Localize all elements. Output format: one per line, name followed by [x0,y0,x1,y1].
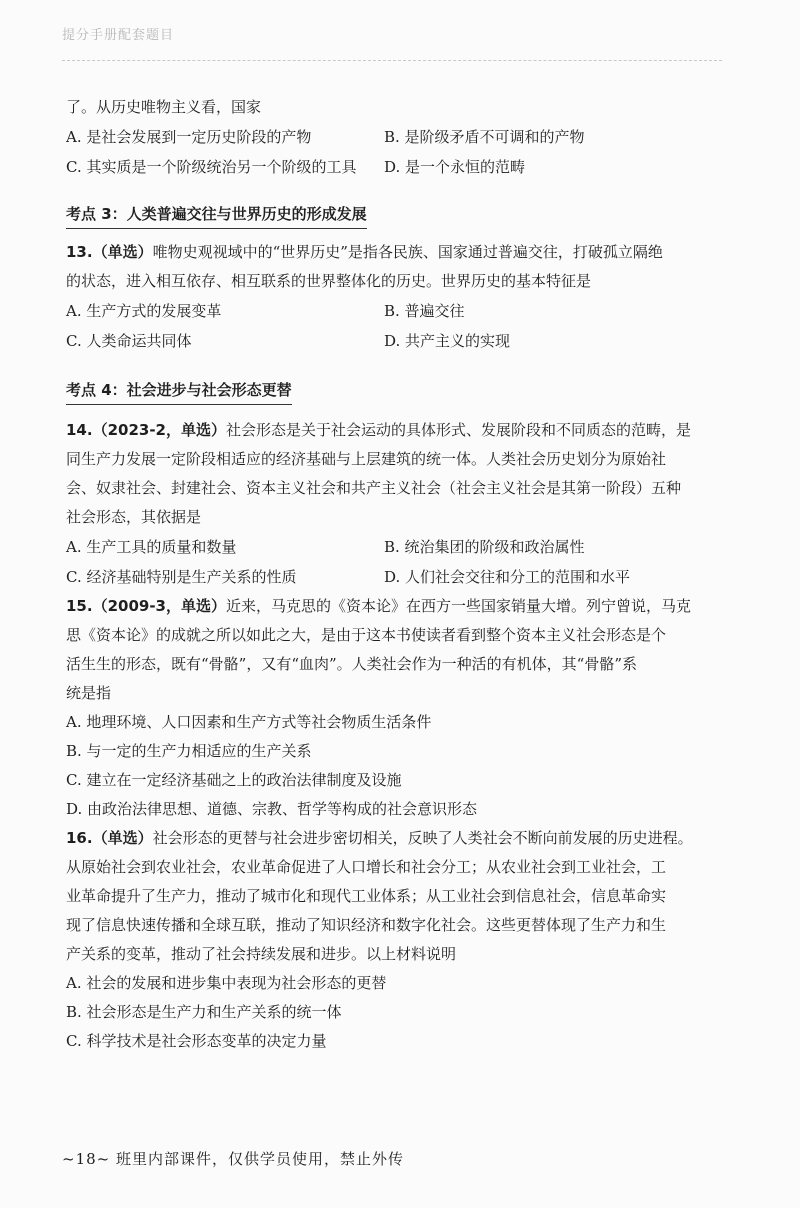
option-c: C. 其实质是一个阶级统治另一个阶级的工具 [66,158,357,176]
page-content [66,92,726,1056]
question-text: 统是指 [66,684,112,702]
option-d: D. 是一个永恒的范畴 [384,158,526,176]
option-c: C. 经济基础特别是生产关系的性质 [66,568,297,586]
option-c: C. 科学技术是社会形态变革的决定力量 [66,1032,327,1050]
question-text: 业革命提升了生产力，推动了城市化和现代工业体系；从工业社会到信息社会，信息革命实 [66,887,667,905]
option-b: B. 统治集团的阶级和政治属性 [384,538,585,556]
question-13 [66,238,726,356]
question-text: 会、奴隶社会、封建社会、资本主义社会和共产主义社会（社会主义社会是其第一阶段）五种 [66,479,682,497]
option-b: B. 是阶级矛盾不可调和的产物 [384,128,585,146]
option-d: D. 共产主义的实现 [384,332,511,350]
option-a: A. 地理环境、人口因素和生产方式等社会物质生活条件 [66,713,432,731]
question-text: 了。从历史唯物主义看，国家 [66,98,262,116]
option-d: D. 人们社会交往和分工的范围和水平 [384,568,631,586]
question-15 [66,592,726,824]
option-d: D. 由政治法律思想、道德、宗教、哲学等构成的社会意识形态 [66,800,478,818]
question-text: 的状态，进入相互依存、相互联系的世界整体化的历史。世界历史的基本特征是 [66,272,592,290]
question-text: 社会形态是关于社会运动的具体形式、发展阶段和不同质态的范畴，是 [225,421,691,439]
question-number: 16.（单选） [66,829,153,847]
option-c: C. 人类命运共同体 [66,332,192,350]
option-b: B. 普遍交往 [384,302,465,320]
question-text: 活生生的形态，既有“骨骼”，又有“血肉”。人类社会作为一种活的有机体，其“骨骼”系 [66,655,638,673]
question-16 [66,824,726,1056]
option-a: A. 社会的发展和进步集中表现为社会形态的更替 [66,974,387,992]
question-14 [66,416,726,592]
question-number: 13.（单选） [66,243,153,261]
option-b: B. 与一定的生产力相适应的生产关系 [66,742,312,760]
option-a: A. 生产方式的发展变革 [66,302,222,320]
section-title-4: 考点 4：社会进步与社会形态更替 [66,376,292,405]
question-number: 14.（2023-2，单选） [66,421,226,439]
question-text: 社会形态，其依据是 [66,508,202,526]
question-text: 社会形态的更替与社会进步密切相关，反映了人类社会不断向前发展的历史进程。 [152,829,693,847]
page-footer: ~18~ 班里内部课件，仅供学员使用，禁止外传 [62,1150,404,1168]
option-a: A. 是社会发展到一定历史阶段的产物 [66,128,312,146]
question-text: 思《资本论》的成就之所以如此之大，是由于这本书使读者看到整个资本主义社会形态是个 [66,626,667,644]
question-text: 同生产力发展一定阶段相适应的经济基础与上层建筑的统一体。人类社会历史划分为原始社 [66,450,667,468]
option-a: A. 生产工具的质量和数量 [66,538,237,556]
question-text: 从原始社会到农业社会，农业革命促进了人口增长和社会分工；从农业社会到工业社会，工 [66,858,667,876]
question-text: 现了信息快速传播和全球互联，推动了知识经济和数字化社会。这些更替体现了生产力和生 [66,916,667,934]
question-text: 近来，马克思的《资本论》在西方一些国家销量大增。列宁曾说，马克 [225,597,691,615]
header-text: 提分手册配套题目 [62,28,175,43]
question-number: 15.（2009-3，单选） [66,597,226,615]
section-title-3: 考点 3：人类普遍交往与世界历史的形成发展 [66,200,367,229]
question-text: 产关系的变革，推动了社会持续发展和进步。以上材料说明 [66,945,457,963]
header-divider [62,60,722,61]
option-c: C. 建立在一定经济基础之上的政治法律制度及设施 [66,771,402,789]
option-b: B. 社会形态是生产力和生产关系的统一体 [66,1003,342,1021]
page-header [62,16,722,60]
question-12-tail [66,92,726,182]
question-text: 唯物史观视域中的“世界历史”是指各民族、国家通过普遍交往，打破孤立隔绝 [152,243,663,261]
